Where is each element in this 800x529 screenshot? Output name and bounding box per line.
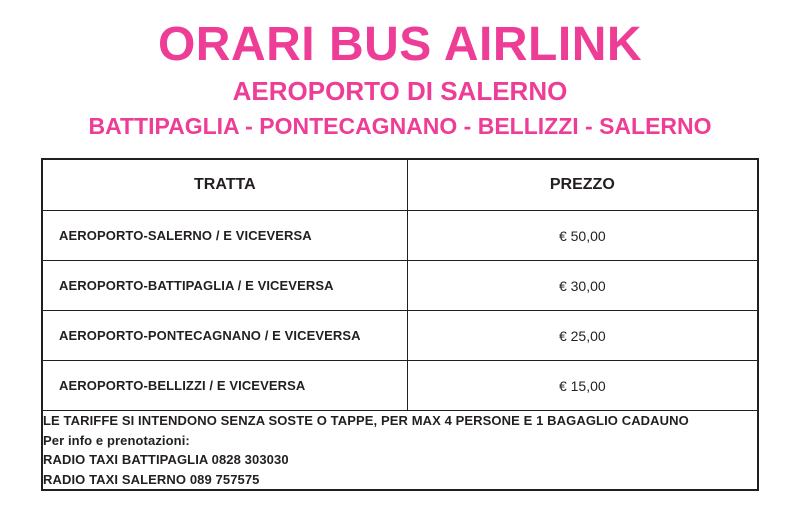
price-cell: € 15,00: [407, 361, 757, 411]
note-phone-battipaglia: RADIO TAXI BATTIPAGLIA 0828 303030: [43, 452, 289, 468]
table-row: [43, 361, 758, 411]
price-cell: € 50,00: [407, 211, 757, 261]
route-line: BATTIPAGLIA - PONTECAGNANO - BELLIZZI - SALERNO: [88, 112, 712, 139]
fares-table: [42, 159, 758, 490]
notes-row: [43, 411, 758, 490]
table-header-row: [43, 160, 758, 211]
page-subtitle: AEROPORTO DI SALERNO: [232, 76, 568, 107]
column-header-prezzo: PREZZO: [407, 160, 757, 211]
price-cell: € 30,00: [407, 261, 757, 311]
route-cell: AEROPORTO-BATTIPAGLIA / E VICEVERSA: [43, 261, 408, 311]
route-cell: AEROPORTO-PONTECAGNANO / E VICEVERSA: [43, 311, 408, 361]
table-row: [43, 311, 758, 361]
note-tariff-conditions: LE TARIFFE SI INTENDONO SENZA SOSTE O TAPPE, PER MAX 4 PERSONE E 1 BAGAGLIO CADAUNO: [43, 413, 689, 429]
table-row: [43, 211, 758, 261]
fares-table-container: [41, 158, 759, 491]
fares-table-head: [43, 160, 758, 211]
column-header-tratta: TRATTA: [43, 160, 408, 211]
fares-table-body: [43, 211, 758, 490]
route-cell: AEROPORTO-BELLIZZI / E VICEVERSA: [43, 361, 408, 411]
notes-cell: [43, 411, 758, 490]
price-cell: € 25,00: [407, 311, 757, 361]
poster-header: [0, 0, 800, 140]
note-phone-salerno: RADIO TAXI SALERNO 089 757575: [43, 471, 260, 487]
page-title: ORARI BUS AIRLINK: [157, 18, 643, 71]
route-cell: AEROPORTO-SALERNO / E VICEVERSA: [43, 211, 408, 261]
table-row: [43, 261, 758, 311]
note-info-label: Per info e prenotazioni:: [43, 432, 190, 448]
